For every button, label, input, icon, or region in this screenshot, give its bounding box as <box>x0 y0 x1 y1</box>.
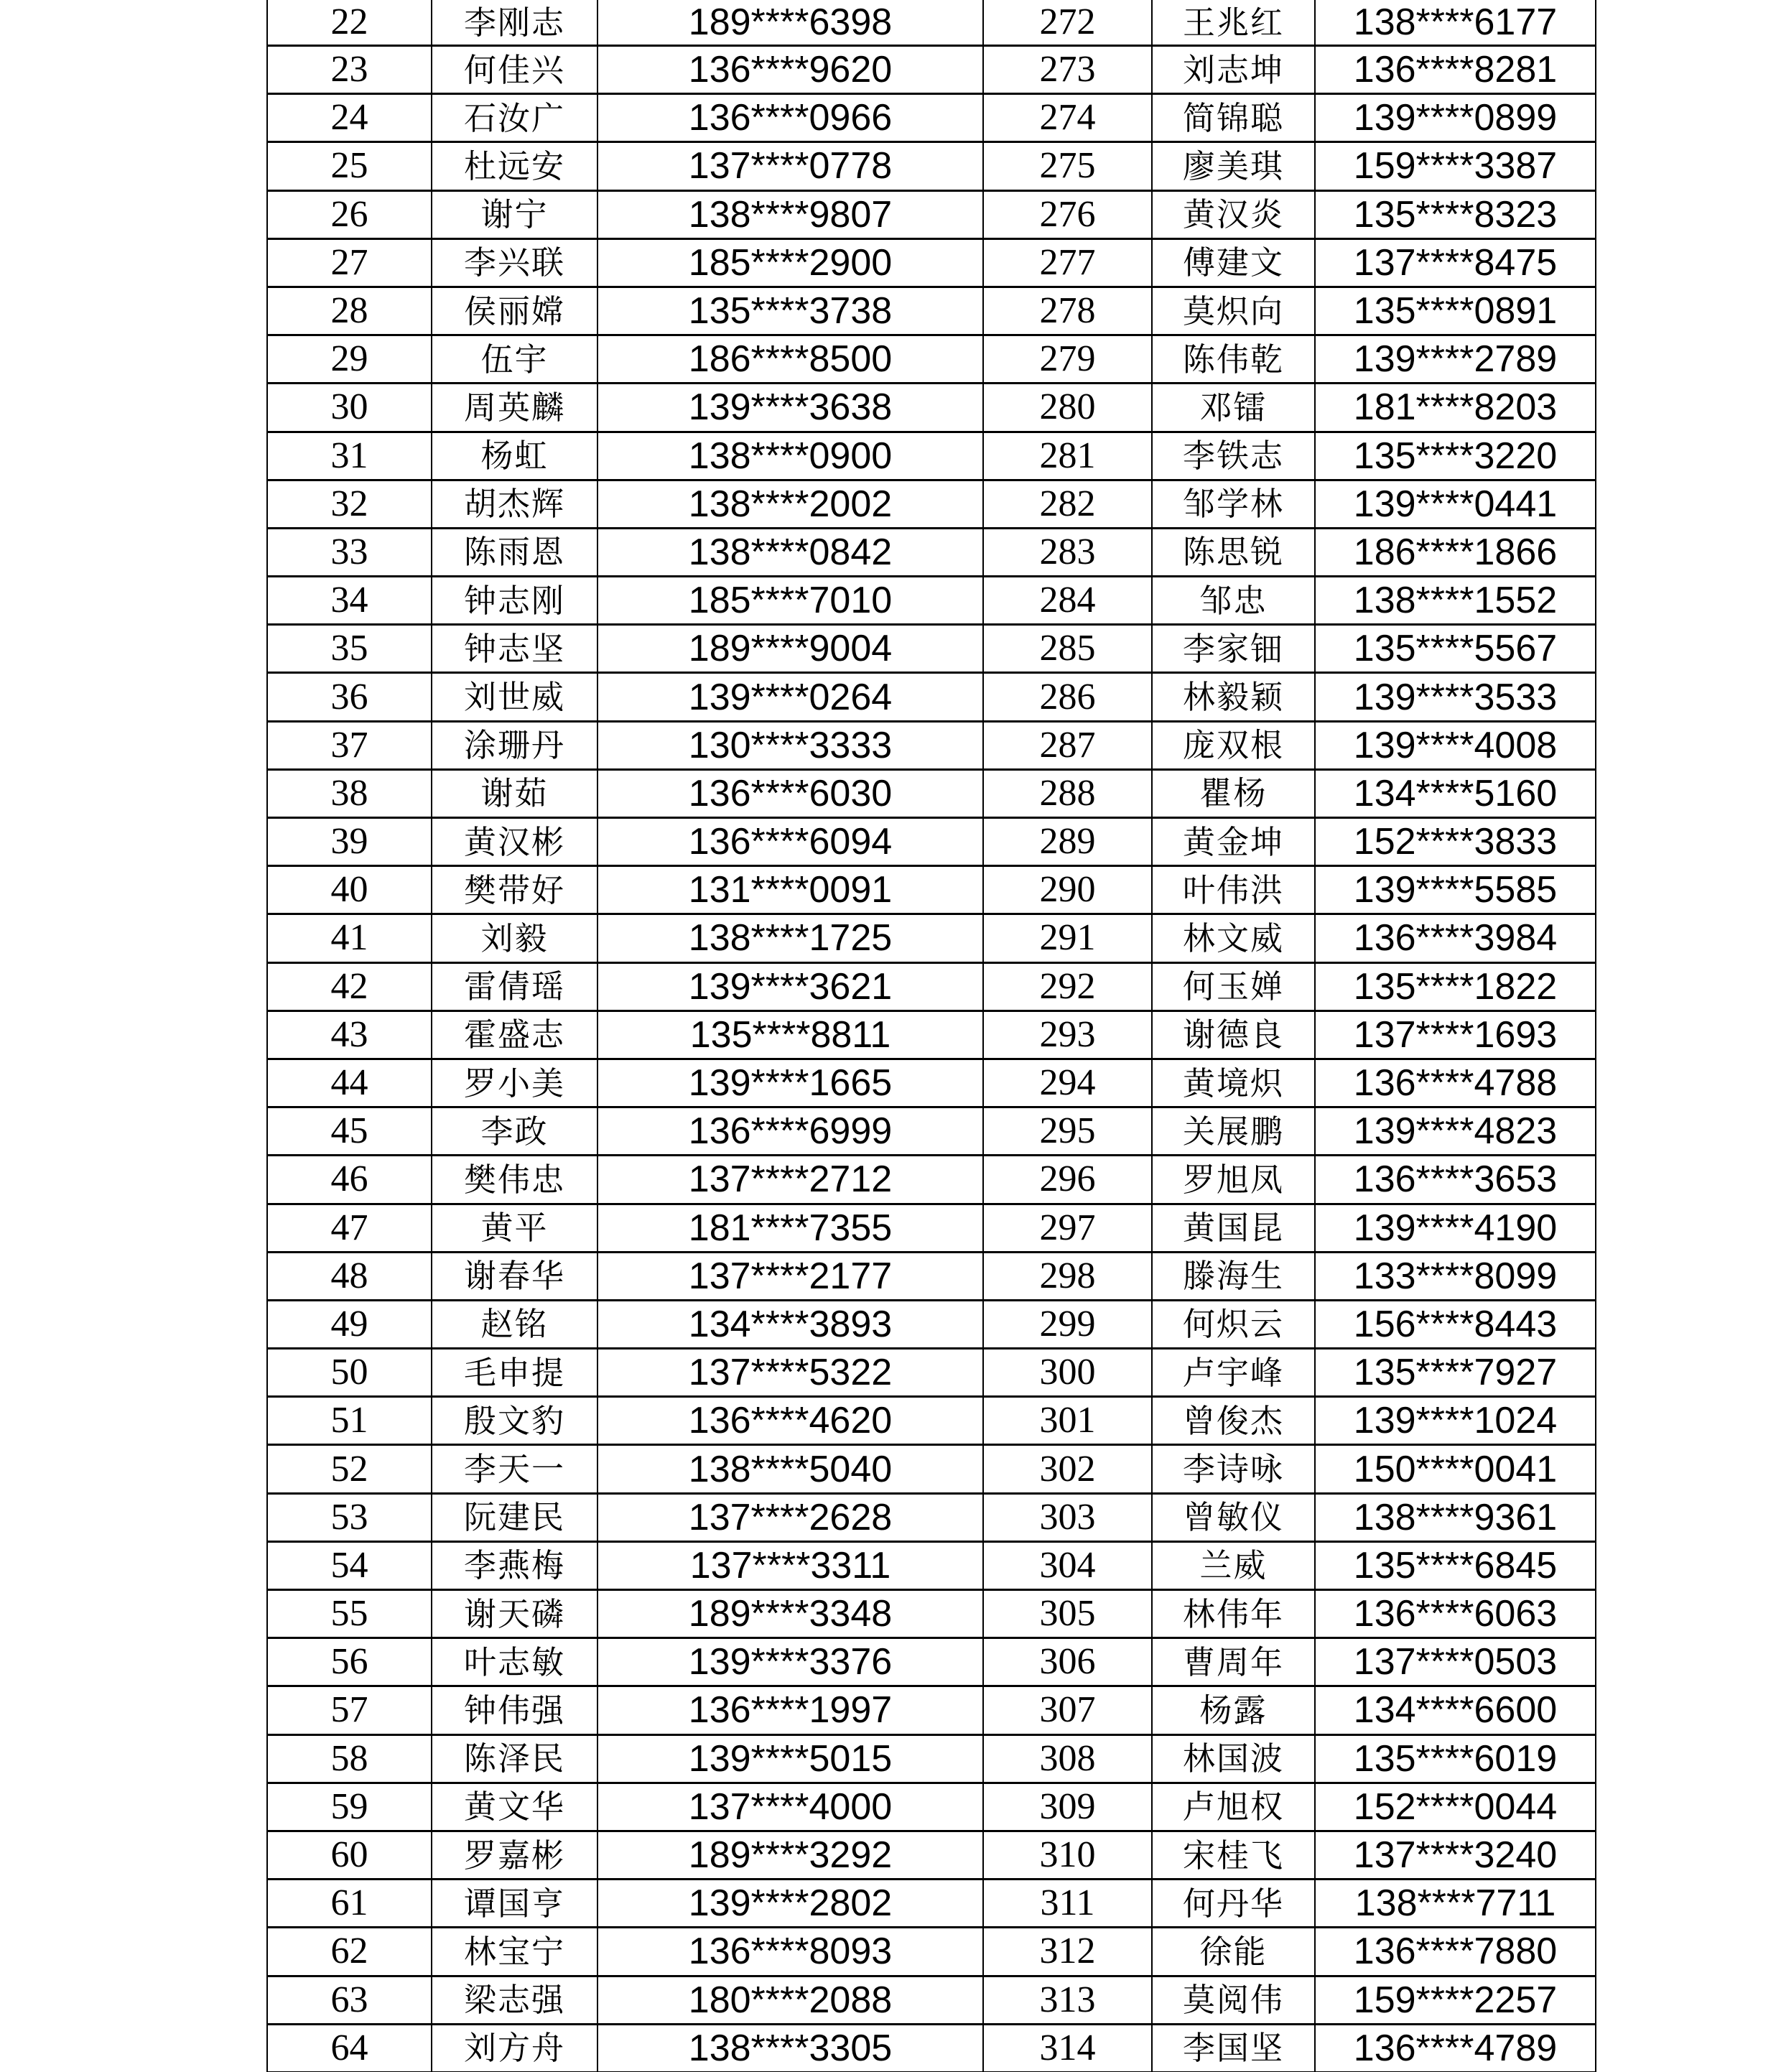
phone-cell: 136****4620 <box>598 1398 984 1446</box>
name-cell: 阮建民 <box>432 1495 598 1543</box>
name-cell: 叶志敏 <box>432 1639 598 1687</box>
phone-cell: 130****3333 <box>598 723 984 771</box>
phone-cell: 139****0264 <box>598 674 984 722</box>
index-cell: 284 <box>984 577 1153 626</box>
phone-cell: 139****3376 <box>598 1639 984 1687</box>
index-cell: 297 <box>984 1205 1153 1253</box>
phone-cell: 137****4000 <box>598 1784 984 1832</box>
phone-cell: 135****8323 <box>1316 192 1596 240</box>
index-cell: 50 <box>268 1349 432 1398</box>
name-cell: 陈泽民 <box>432 1736 598 1784</box>
index-cell: 51 <box>268 1398 432 1446</box>
name-cell: 黄汉炎 <box>1153 192 1316 240</box>
phone-cell: 138****1725 <box>598 915 984 963</box>
phone-cell: 139****5015 <box>598 1736 984 1784</box>
phone-cell: 131****0091 <box>598 867 984 915</box>
name-cell: 叶伟洪 <box>1153 867 1316 915</box>
name-cell: 谢春华 <box>432 1253 598 1301</box>
phone-cell: 137****2628 <box>598 1495 984 1543</box>
phone-cell: 134****3893 <box>598 1301 984 1349</box>
name-cell: 石汝广 <box>432 95 598 143</box>
phone-cell: 136****6094 <box>598 819 984 867</box>
name-cell: 殷文豹 <box>432 1398 598 1446</box>
name-cell: 李天一 <box>432 1446 598 1494</box>
name-cell: 莫炽向 <box>1153 288 1316 336</box>
index-cell: 294 <box>984 1060 1153 1108</box>
index-cell: 45 <box>268 1108 432 1156</box>
phone-cell: 133****8099 <box>1316 1253 1596 1301</box>
name-cell: 钟伟强 <box>432 1687 598 1735</box>
name-cell: 傅建文 <box>1153 240 1316 288</box>
index-cell: 306 <box>984 1639 1153 1687</box>
name-cell: 关展鹏 <box>1153 1108 1316 1156</box>
phone-cell: 136****9620 <box>598 47 984 95</box>
phone-cell: 135****5567 <box>1316 626 1596 674</box>
name-cell: 黄汉彬 <box>432 819 598 867</box>
index-cell: 308 <box>984 1736 1153 1784</box>
index-cell: 33 <box>268 529 432 577</box>
name-cell: 莫阅伟 <box>1153 1977 1316 2025</box>
name-cell: 宋桂飞 <box>1153 1832 1316 1880</box>
name-cell: 何丹华 <box>1153 1880 1316 1928</box>
phone-cell: 135****0891 <box>1316 288 1596 336</box>
phone-cell: 185****7010 <box>598 577 984 626</box>
name-cell: 刘世威 <box>432 674 598 722</box>
phone-cell: 139****2802 <box>598 1880 984 1928</box>
name-cell: 杜远安 <box>432 143 598 191</box>
name-cell: 黄国昆 <box>1153 1205 1316 1253</box>
phone-cell: 136****0966 <box>598 95 984 143</box>
name-cell: 钟志坚 <box>432 626 598 674</box>
phone-cell: 135****3738 <box>598 288 984 336</box>
phone-cell: 135****7927 <box>1316 1349 1596 1398</box>
index-cell: 46 <box>268 1156 432 1204</box>
index-cell: 44 <box>268 1060 432 1108</box>
phone-cell: 139****5585 <box>1316 867 1596 915</box>
index-cell: 22 <box>268 0 432 47</box>
phone-cell: 136****7880 <box>1316 1928 1596 1976</box>
phone-cell: 136****6999 <box>598 1108 984 1156</box>
phone-cell: 139****2789 <box>1316 336 1596 384</box>
name-cell: 谢德良 <box>1153 1012 1316 1060</box>
phone-cell: 189****3292 <box>598 1832 984 1880</box>
index-cell: 36 <box>268 674 432 722</box>
name-cell: 曹周年 <box>1153 1639 1316 1687</box>
phone-cell: 138****2002 <box>598 481 984 529</box>
index-cell: 286 <box>984 674 1153 722</box>
name-cell: 李家钿 <box>1153 626 1316 674</box>
index-cell: 26 <box>268 192 432 240</box>
phone-cell: 134****5160 <box>1316 771 1596 819</box>
phone-cell: 136****6063 <box>1316 1591 1596 1639</box>
phone-cell: 137****3240 <box>1316 1832 1596 1880</box>
index-cell: 282 <box>984 481 1153 529</box>
name-cell: 周英麟 <box>432 384 598 432</box>
name-cell: 徐能 <box>1153 1928 1316 1976</box>
name-cell: 王兆红 <box>1153 0 1316 47</box>
name-cell: 黄平 <box>432 1205 598 1253</box>
name-cell: 卢宇峰 <box>1153 1349 1316 1398</box>
phone-cell: 139****3533 <box>1316 674 1596 722</box>
name-cell: 何玉婵 <box>1153 964 1316 1012</box>
phone-cell: 136****3984 <box>1316 915 1596 963</box>
name-cell: 李刚志 <box>432 0 598 47</box>
name-cell: 谢宁 <box>432 192 598 240</box>
index-cell: 28 <box>268 288 432 336</box>
index-cell: 64 <box>268 2025 432 2072</box>
index-cell: 278 <box>984 288 1153 336</box>
phone-cell: 137****2177 <box>598 1253 984 1301</box>
index-cell: 34 <box>268 577 432 626</box>
name-cell: 简锦聪 <box>1153 95 1316 143</box>
index-cell: 58 <box>268 1736 432 1784</box>
phone-cell: 159****3387 <box>1316 143 1596 191</box>
name-cell: 罗旭凤 <box>1153 1156 1316 1204</box>
name-cell: 滕海生 <box>1153 1253 1316 1301</box>
index-cell: 290 <box>984 867 1153 915</box>
phone-cell: 181****8203 <box>1316 384 1596 432</box>
index-cell: 312 <box>984 1928 1153 1976</box>
index-cell: 287 <box>984 723 1153 771</box>
index-cell: 57 <box>268 1687 432 1735</box>
phone-cell: 135****6845 <box>1316 1543 1596 1591</box>
index-cell: 29 <box>268 336 432 384</box>
name-cell: 谢天磷 <box>432 1591 598 1639</box>
phone-cell: 152****0044 <box>1316 1784 1596 1832</box>
name-cell: 曾俊杰 <box>1153 1398 1316 1446</box>
phone-cell: 135****8811 <box>598 1012 984 1060</box>
phone-cell: 137****1693 <box>1316 1012 1596 1060</box>
phone-cell: 136****4788 <box>1316 1060 1596 1108</box>
phone-cell: 180****2088 <box>598 1977 984 2025</box>
index-cell: 49 <box>268 1301 432 1349</box>
name-cell: 林毅颖 <box>1153 674 1316 722</box>
name-cell: 钟志刚 <box>432 577 598 626</box>
name-cell: 陈伟乾 <box>1153 336 1316 384</box>
index-cell: 37 <box>268 723 432 771</box>
phone-cell: 136****8281 <box>1316 47 1596 95</box>
index-cell: 275 <box>984 143 1153 191</box>
index-cell: 292 <box>984 964 1153 1012</box>
index-cell: 61 <box>268 1880 432 1928</box>
name-cell: 李铁志 <box>1153 433 1316 481</box>
index-cell: 300 <box>984 1349 1153 1398</box>
name-cell: 黄文华 <box>432 1784 598 1832</box>
index-cell: 41 <box>268 915 432 963</box>
index-cell: 56 <box>268 1639 432 1687</box>
index-cell: 309 <box>984 1784 1153 1832</box>
name-cell: 樊带好 <box>432 867 598 915</box>
index-cell: 59 <box>268 1784 432 1832</box>
phone-cell: 136****8093 <box>598 1928 984 1976</box>
index-cell: 42 <box>268 964 432 1012</box>
name-cell: 林国波 <box>1153 1736 1316 1784</box>
name-cell: 曾敏仪 <box>1153 1495 1316 1543</box>
name-cell: 涂珊丹 <box>432 723 598 771</box>
index-cell: 35 <box>268 626 432 674</box>
name-cell: 谢茹 <box>432 771 598 819</box>
name-cell: 庞双根 <box>1153 723 1316 771</box>
phone-cell: 136****3653 <box>1316 1156 1596 1204</box>
index-cell: 31 <box>268 433 432 481</box>
index-cell: 305 <box>984 1591 1153 1639</box>
index-cell: 293 <box>984 1012 1153 1060</box>
name-cell: 杨虹 <box>432 433 598 481</box>
index-cell: 313 <box>984 1977 1153 2025</box>
index-cell: 299 <box>984 1301 1153 1349</box>
name-cell: 罗嘉彬 <box>432 1832 598 1880</box>
index-cell: 25 <box>268 143 432 191</box>
phone-cell: 138****6177 <box>1316 0 1596 47</box>
name-cell: 陈雨恩 <box>432 529 598 577</box>
index-cell: 310 <box>984 1832 1153 1880</box>
index-cell: 283 <box>984 529 1153 577</box>
index-cell: 274 <box>984 95 1153 143</box>
phone-cell: 138****1552 <box>1316 577 1596 626</box>
name-cell: 李诗咏 <box>1153 1446 1316 1494</box>
phone-cell: 139****1024 <box>1316 1398 1596 1446</box>
name-cell: 邓镭 <box>1153 384 1316 432</box>
index-cell: 273 <box>984 47 1153 95</box>
index-cell: 52 <box>268 1446 432 1494</box>
name-cell: 李燕梅 <box>432 1543 598 1591</box>
phone-cell: 137****5322 <box>598 1349 984 1398</box>
phone-cell: 134****6600 <box>1316 1687 1596 1735</box>
name-cell: 霍盛志 <box>432 1012 598 1060</box>
name-cell: 刘毅 <box>432 915 598 963</box>
name-cell: 谭国亨 <box>432 1880 598 1928</box>
phone-cell: 139****3621 <box>598 964 984 1012</box>
phone-cell: 135****1822 <box>1316 964 1596 1012</box>
name-cell: 李兴联 <box>432 240 598 288</box>
phone-cell: 186****8500 <box>598 336 984 384</box>
name-cell: 瞿杨 <box>1153 771 1316 819</box>
phone-cell: 135****3220 <box>1316 433 1596 481</box>
name-cell: 胡杰辉 <box>432 481 598 529</box>
phone-cell: 189****6398 <box>598 0 984 47</box>
name-cell: 廖美琪 <box>1153 143 1316 191</box>
phone-cell: 137****3311 <box>598 1543 984 1591</box>
phone-cell: 138****3305 <box>598 2025 984 2072</box>
phone-cell: 137****0778 <box>598 143 984 191</box>
name-cell: 李政 <box>432 1108 598 1156</box>
index-cell: 63 <box>268 1977 432 2025</box>
name-cell: 林文威 <box>1153 915 1316 963</box>
index-cell: 40 <box>268 867 432 915</box>
index-cell: 62 <box>268 1928 432 1976</box>
name-cell: 赵铭 <box>432 1301 598 1349</box>
name-cell: 邹忠 <box>1153 577 1316 626</box>
phone-cell: 138****7711 <box>1316 1880 1596 1928</box>
index-cell: 280 <box>984 384 1153 432</box>
phone-cell: 139****0899 <box>1316 95 1596 143</box>
phone-cell: 185****2900 <box>598 240 984 288</box>
index-cell: 295 <box>984 1108 1153 1156</box>
index-cell: 48 <box>268 1253 432 1301</box>
index-cell: 60 <box>268 1832 432 1880</box>
name-cell: 罗小美 <box>432 1060 598 1108</box>
phone-cell: 138****0900 <box>598 433 984 481</box>
index-cell: 38 <box>268 771 432 819</box>
index-cell: 304 <box>984 1543 1153 1591</box>
index-cell: 23 <box>268 47 432 95</box>
roster-table <box>266 0 1597 2072</box>
index-cell: 288 <box>984 771 1153 819</box>
index-cell: 54 <box>268 1543 432 1591</box>
phone-cell: 159****2257 <box>1316 1977 1596 2025</box>
phone-cell: 138****9361 <box>1316 1495 1596 1543</box>
phone-cell: 138****0842 <box>598 529 984 577</box>
name-cell: 李国坚 <box>1153 2025 1316 2072</box>
phone-cell: 137****2712 <box>598 1156 984 1204</box>
index-cell: 303 <box>984 1495 1153 1543</box>
name-cell: 何炽云 <box>1153 1301 1316 1349</box>
phone-cell: 139****4008 <box>1316 723 1596 771</box>
phone-cell: 189****9004 <box>598 626 984 674</box>
index-cell: 291 <box>984 915 1153 963</box>
index-cell: 279 <box>984 336 1153 384</box>
phone-cell: 139****3638 <box>598 384 984 432</box>
index-cell: 43 <box>268 1012 432 1060</box>
name-cell: 梁志强 <box>432 1977 598 2025</box>
index-cell: 314 <box>984 2025 1153 2072</box>
name-cell: 黄金坤 <box>1153 819 1316 867</box>
index-cell: 276 <box>984 192 1153 240</box>
name-cell: 刘方舟 <box>432 2025 598 2072</box>
phone-cell: 150****0041 <box>1316 1446 1596 1494</box>
index-cell: 24 <box>268 95 432 143</box>
phone-cell: 137****8475 <box>1316 240 1596 288</box>
phone-cell: 139****1665 <box>598 1060 984 1108</box>
phone-cell: 152****3833 <box>1316 819 1596 867</box>
index-cell: 298 <box>984 1253 1153 1301</box>
name-cell: 黄境炽 <box>1153 1060 1316 1108</box>
name-cell: 陈思锐 <box>1153 529 1316 577</box>
name-cell: 邹学林 <box>1153 481 1316 529</box>
phone-cell: 135****6019 <box>1316 1736 1596 1784</box>
name-cell: 兰威 <box>1153 1543 1316 1591</box>
name-cell: 林宝宁 <box>432 1928 598 1976</box>
index-cell: 27 <box>268 240 432 288</box>
index-cell: 311 <box>984 1880 1153 1928</box>
index-cell: 30 <box>268 384 432 432</box>
name-cell: 侯丽嫦 <box>432 288 598 336</box>
phone-cell: 139****0441 <box>1316 481 1596 529</box>
index-cell: 285 <box>984 626 1153 674</box>
phone-cell: 189****3348 <box>598 1591 984 1639</box>
index-cell: 296 <box>984 1156 1153 1204</box>
index-cell: 32 <box>268 481 432 529</box>
name-cell: 雷倩瑶 <box>432 964 598 1012</box>
name-cell: 杨露 <box>1153 1687 1316 1735</box>
name-cell: 毛申提 <box>432 1349 598 1398</box>
index-cell: 47 <box>268 1205 432 1253</box>
phone-cell: 138****9807 <box>598 192 984 240</box>
phone-cell: 139****4823 <box>1316 1108 1596 1156</box>
phone-cell: 181****7355 <box>598 1205 984 1253</box>
phone-cell: 136****6030 <box>598 771 984 819</box>
index-cell: 301 <box>984 1398 1153 1446</box>
name-cell: 林伟年 <box>1153 1591 1316 1639</box>
phone-cell: 138****5040 <box>598 1446 984 1494</box>
phone-cell: 156****8443 <box>1316 1301 1596 1349</box>
index-cell: 55 <box>268 1591 432 1639</box>
index-cell: 289 <box>984 819 1153 867</box>
phone-cell: 136****1997 <box>598 1687 984 1735</box>
name-cell: 伍宇 <box>432 336 598 384</box>
index-cell: 277 <box>984 240 1153 288</box>
index-cell: 281 <box>984 433 1153 481</box>
name-cell: 樊伟忠 <box>432 1156 598 1204</box>
index-cell: 272 <box>984 0 1153 47</box>
phone-cell: 186****1866 <box>1316 529 1596 577</box>
phone-cell: 137****0503 <box>1316 1639 1596 1687</box>
index-cell: 302 <box>984 1446 1153 1494</box>
phone-cell: 136****4789 <box>1316 2025 1596 2072</box>
name-cell: 何佳兴 <box>432 47 598 95</box>
name-cell: 刘志坤 <box>1153 47 1316 95</box>
index-cell: 39 <box>268 819 432 867</box>
phone-cell: 139****4190 <box>1316 1205 1596 1253</box>
name-cell: 卢旭权 <box>1153 1784 1316 1832</box>
index-cell: 307 <box>984 1687 1153 1735</box>
index-cell: 53 <box>268 1495 432 1543</box>
